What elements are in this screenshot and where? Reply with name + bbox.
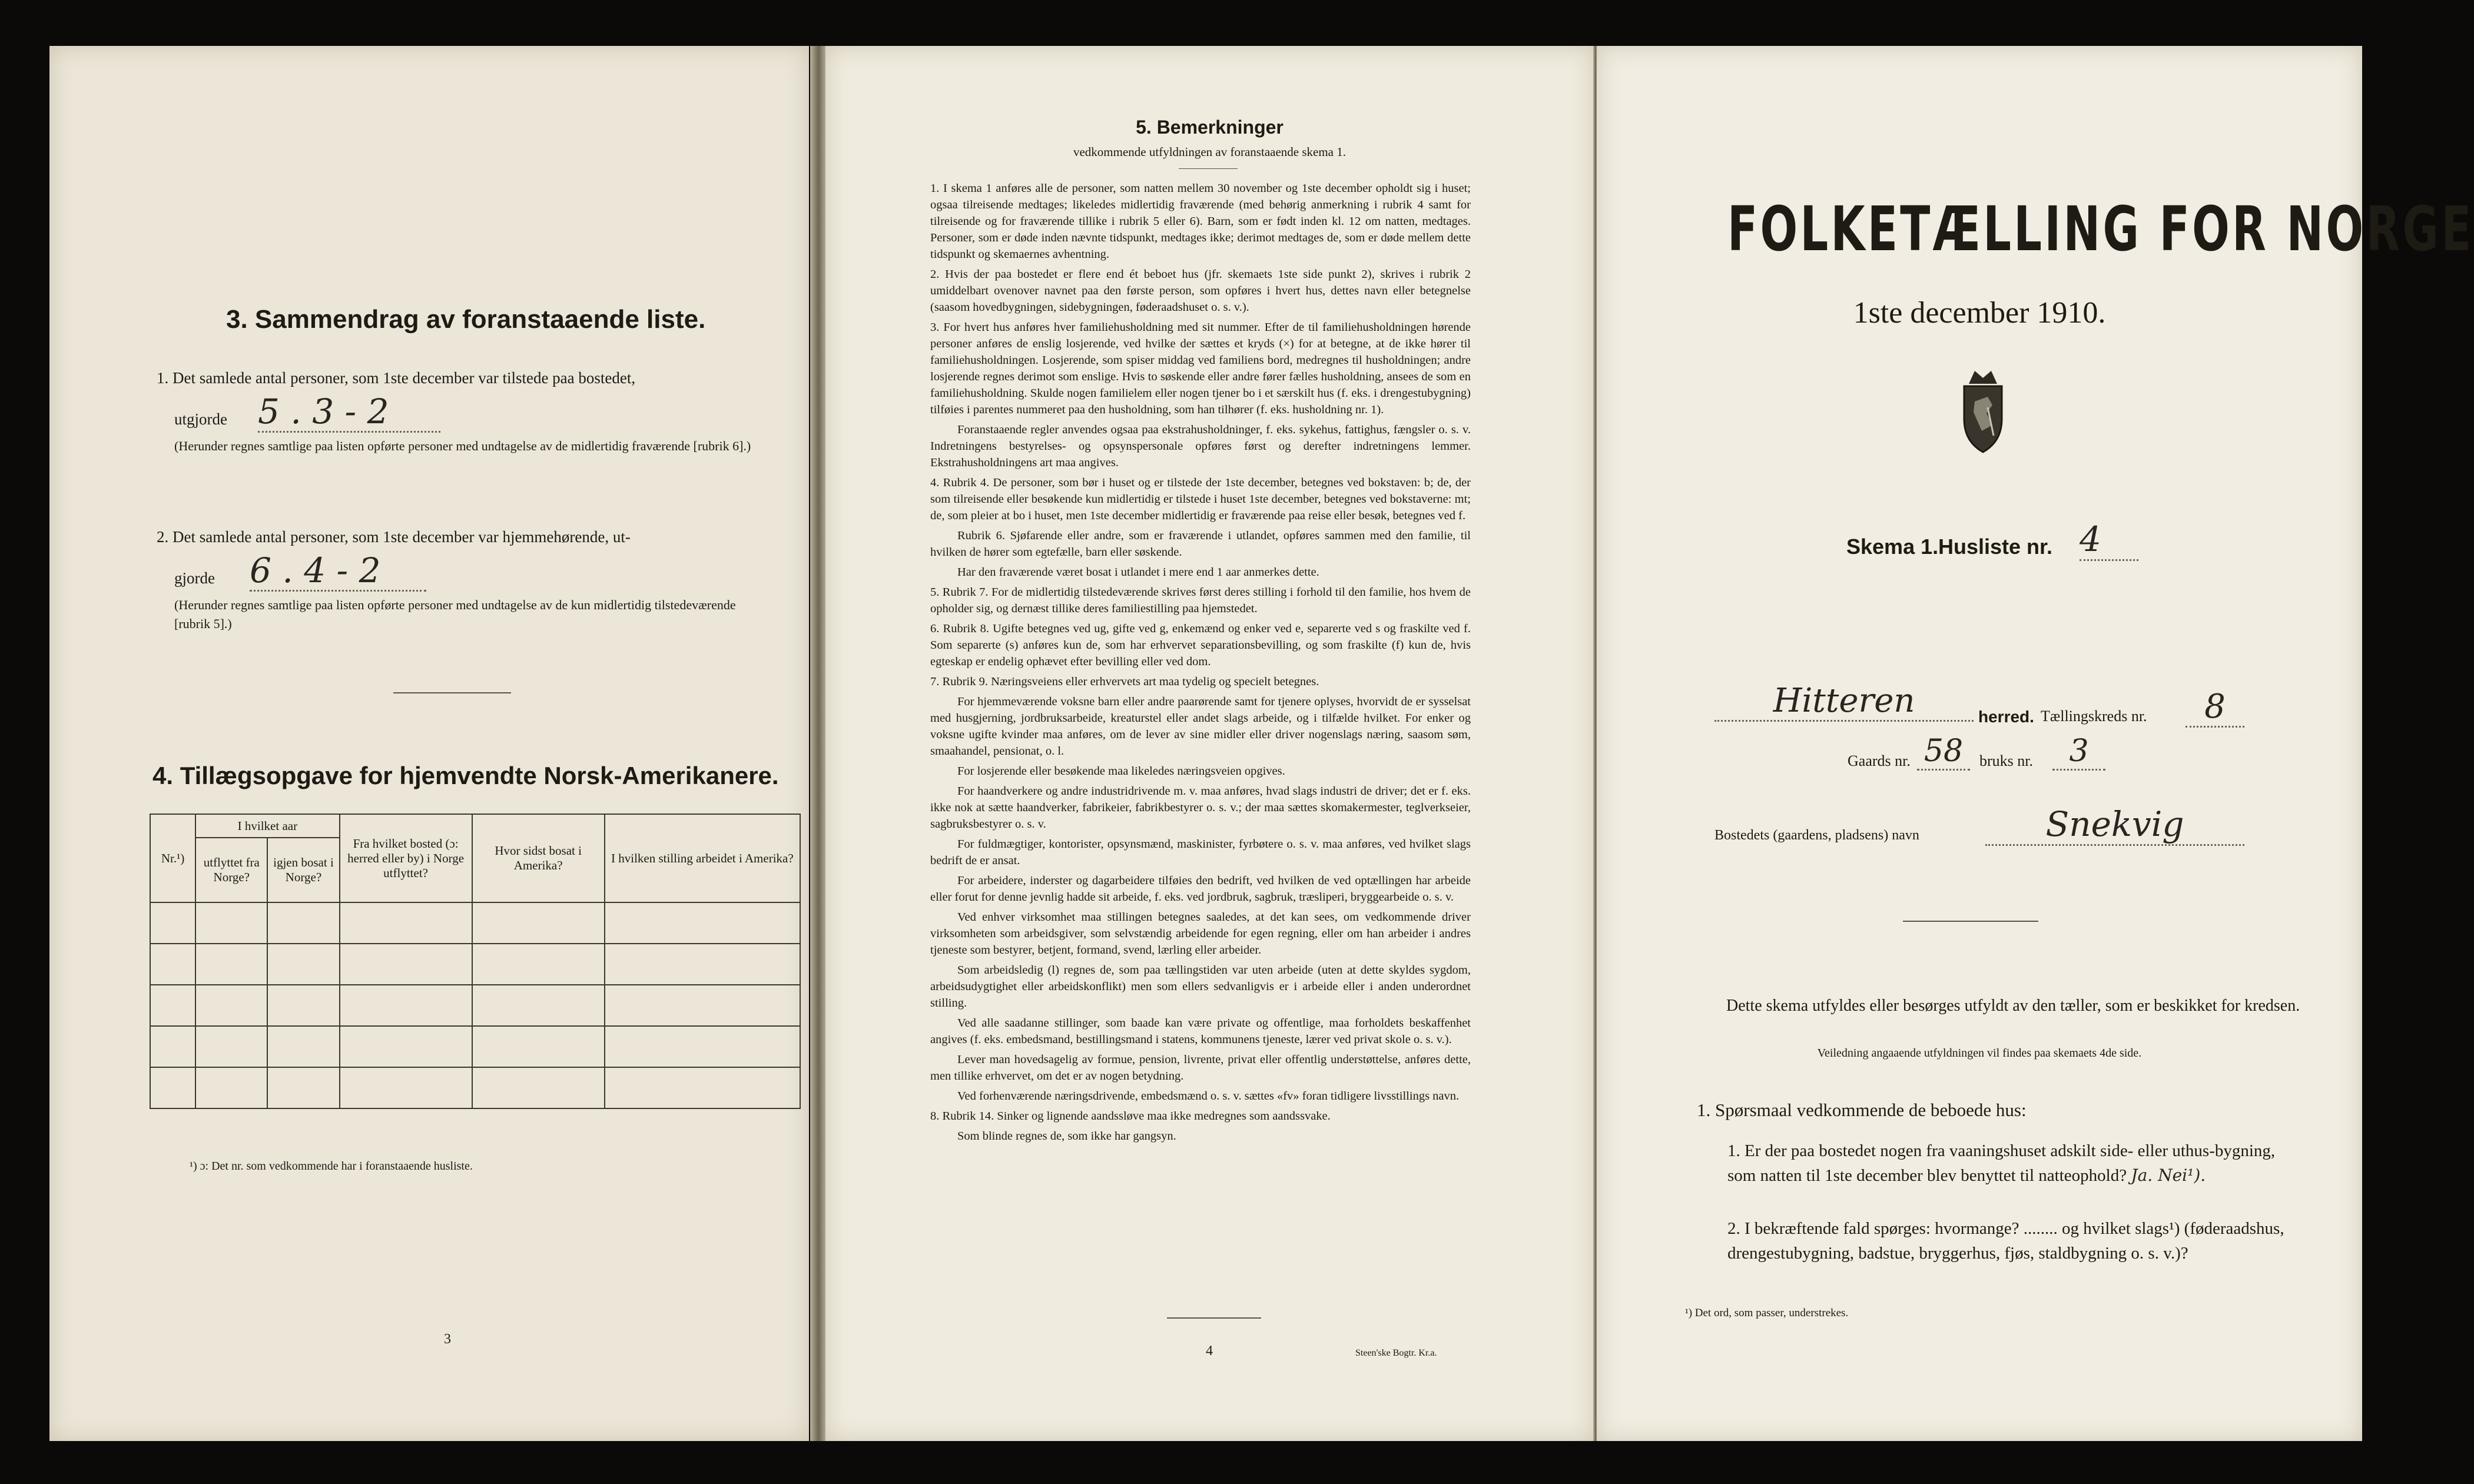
s3-item2-lead: gjorde <box>174 569 215 587</box>
remark-paragraph: Har den fraværende været bosat i utlandet i mere end 1 aar anmerkes dette. <box>957 566 1319 579</box>
remark-paragraph: For haandverkere og andre industridrivende m. v. maa anføres, hvad slags industri de driver; det er f. eks. ikke nok at sætte haandverker, fabrikeier, fabrikbestyrer o. s. v.; der maa sættes skomakermester, teglverkseier, sagbruksbestyrer o. s. v. <box>930 785 1471 831</box>
husliste-value[interactable]: 4 <box>2080 519 2138 561</box>
table-row[interactable] <box>150 944 800 985</box>
herred-value[interactable]: Hitteren <box>1714 682 1974 722</box>
table-row[interactable] <box>150 902 800 944</box>
book-spine <box>810 46 827 1441</box>
norsk-amerikanere-table <box>150 814 801 1109</box>
remark-paragraph: For hjemmeværende voksne barn eller andre paarørende samt for tjenere oplyses, hvorvidt de er sysselsat med husgjerning, jordbruksarbeide, kreaturstel eller andet slags arbeide, og i tilfælde hvilket. For enker og voksne ugifte kvinder maa anføres, om de lever av sine midler eller driver nogenslags næring, saasom søm, smaahandel, pensionat, o. l. <box>930 695 1471 758</box>
norway-coat-of-arms-icon <box>1951 366 2015 454</box>
gaard-value[interactable]: 58 <box>1917 733 1970 771</box>
census-title: FOLKETÆLLING FOR NORGE <box>1727 193 2474 265</box>
herred-label: herred. <box>1978 708 2034 726</box>
remark-paragraph: 2. Hvis der paa bostedet er flere end ét beboet hus (jfr. skemaets 1ste side punkt 2), skrives i rubrik 2 umiddelbart ovenover navnet paa den første person, som opføres i hvert hus, dettes navn eller betegnelse (saasom hovedbygningen, sidebygningen, føderaadshuset o. s. v.). <box>930 268 1471 314</box>
remark-paragraph: Ved forhenværende næringsdrivende, embedsmænd o. s. v. sættes «fv» foran tidligere livsstillings navn. <box>957 1090 1460 1103</box>
col-hvor-bosat: Hvor sidst bosat i Amerika? <box>472 814 605 902</box>
intro-text: Dette skema utfyldes eller besørges utfyldt av den tæller, som er beskikket for kredsen. <box>1726 997 2300 1015</box>
bruk-value[interactable]: 3 <box>2052 733 2105 771</box>
remark-paragraph: Ved alle saadanne stillinger, som baade kan være private og offentlige, maa forholdets beskaffenhet angives (f. eks. embedsmand, bestillingsmand i statens, kommunens tjeneste, lærer ved privat skole o. s. v.). <box>930 1017 1471 1046</box>
title-footnote: ¹) Det ord, som passer, understrekes. <box>1685 1307 1849 1319</box>
remark-paragraph: 1. I skema 1 anføres alle de personer, som natten mellem 30 november og 1ste december opholdt sig i huset; ogsaa tilreisende medtages; likeledes midlertidig fraværende (med behørig anmerkning i rubrik 4 samt for tilreisende og for fraværende tillike i rubrik 5 eller 6). Barn, som er født inden kl. 12 om natten, medtages. Personer, som er døde inden nævnte tidspunkt, medtages ikke; derimot medtages de, som er døde mellem dette tidspunkt og skemaernes avhentning. <box>930 182 1471 261</box>
s3-item1-lead: utgjorde <box>174 410 227 428</box>
col-igjen-bosat: igjen bosat i Norge? <box>267 838 339 902</box>
table-row[interactable] <box>150 1026 800 1067</box>
section-4-heading: 4. Tillægsopgave for hjemvendte Norsk-Amerikanere. <box>152 762 779 789</box>
col-stilling: I hvilken stilling arbeidet i Amerika? <box>605 814 800 902</box>
question-2: 2. I bekræftende fald spørges: hvormange? ........ og hvilket slags¹) (føderaadshus, drengestubygning, badstue, bryggerhus, fjøs, staldbygning o. s. v.)? <box>1727 1219 2284 1263</box>
husliste-label: Husliste nr. <box>1938 534 2053 559</box>
remark-paragraph: Som arbeidsledig (l) regnes de, som paa tællingstiden var uten arbeide (uten at dette skyldes sygdom, arbeidsudygtighet eller arbeidskonflikt) men som ellers sedvanligvis er i arbeide eller i anden underordnet stilling. <box>930 964 1471 1010</box>
table-row[interactable] <box>150 1067 800 1108</box>
remark-paragraph: 5. Rubrik 7. For de midlertidig tilstedeværende skrives først deres stilling i forhold til den familie, hos hvem de opholder sig, og dernæst tillike deres familiestilling paa hjemstedet. <box>930 586 1471 615</box>
remark-paragraph: For fuldmægtiger, kontorister, opsynsmænd, maskinister, fyrbøtere o. s. v. maa anføres, ved hvilket slags bedrift de er ansat. <box>930 838 1471 867</box>
veiledning-text: Veiledning angaaende utfyldningen vil findes paa skemaets 4de side. <box>1817 1047 2142 1060</box>
kreds-label: Tællingskreds nr. <box>2041 708 2147 725</box>
question-1 <box>1727 1138 2293 1188</box>
s3-item2-text: 2. Det samlede antal personer, som 1ste december var hjemmehørende, ut- <box>157 528 631 546</box>
remark-paragraph: 6. Rubrik 8. Ugifte betegnes ved ug, gifte ved g, enkemænd og enker ved e, separerte ved s og fraskilte ved f. Som separerte (s) anføres kun de, som har erhvervet separationsbevilling, og som fraskilte (f) kun de, hvis egteskap er endelig ophævet efter bevilling eller ved dom. <box>930 622 1471 668</box>
kreds-value[interactable]: 8 <box>2186 688 2244 728</box>
bruk-label: bruks nr. <box>1979 752 2033 769</box>
remark-paragraph: 3. For hvert hus anføres hver familiehusholdning med sit nummer. Efter de til familiehusholdningen hørende personer anføres de enslig losjerende, ved hvilke der sættes et kryds (×) for at betegne, at de ikke hører til familiehusholdningen. Losjerende, som spiser middag ved familiens bord, medregnes til husholdningen; andre losjerende regnes derimot som enslige. Hvis to søskende eller andre fører fælles husholdning, ansees de som en familiehusholdning. Skulde nogen familielem eller nogen tjener bo i et særskilt hus (f. eks. i drengestubygning) tilføies i parentes nummeret paa den husholdning, som han tilhører (f. eks. husholdning nr. 1). <box>930 321 1471 416</box>
divider <box>393 692 511 693</box>
page-3 <box>49 46 809 1441</box>
remarks-body <box>930 180 1471 1148</box>
s3-item2-note: (Herunder regnes samtlige paa listen opførte personer med undtagelse av de kun midlertidig tilstedeværende [rubrik 5].) <box>174 597 736 631</box>
page-number: 3 <box>444 1332 451 1347</box>
bosted-label: Bostedets (gaardens, pladsens) navn <box>1714 828 1919 843</box>
divider <box>1179 168 1238 169</box>
census-date: 1ste december 1910. <box>1853 296 2106 330</box>
col-fra-bosted: Fra hvilket bosted (ɔ: herred eller by) i Norge utflyttet? <box>340 814 472 902</box>
remarks-heading: 5. Bemerkninger <box>1136 117 1284 138</box>
s3-item1-values: 5 . 3 - 2 <box>258 392 440 433</box>
remark-paragraph: For arbeidere, inderster og dagarbeidere tilføies den bedrift, ved hvilken de ved optællingen har arbeide eller forut for denne jevnlig hadde sit arbeide, f. eks. ved jordbruk, sagbruk, træsliperi, bryggearbeide o. s. v. <box>930 874 1471 904</box>
remark-paragraph: Rubrik 6. Sjøfarende eller andre, som er fraværende i utlandet, opføres sammen med den familie, til hvilken de hører som egtefælle, barn eller søskende. <box>930 529 1471 559</box>
remark-paragraph: 4. Rubrik 4. De personer, som bør i huset og er tilstede der 1ste december, betegnes ved bokstaven: b; de, der som tilreisende eller besøkende kun midlertidig er tilstede i huset 1ste december, betegnes ved bokstaverne: mt; de, som pleier at bo i huset, men 1ste december midlertidig er fraværende paa reise eller besøk, betegnes ved f. <box>930 476 1471 522</box>
section-3-heading: 3. Sammendrag av foranstaaende liste. <box>226 305 706 334</box>
bosted-value[interactable]: Snekvig <box>1985 804 2244 846</box>
title-page <box>1597 46 2474 1441</box>
table-row[interactable] <box>150 985 800 1026</box>
remark-paragraph: 7. Rubrik 9. Næringsveiens eller erhvervets art maa tydelig og specielt betegnes. <box>930 675 1319 688</box>
remark-paragraph: 8. Rubrik 14. Sinker og lignende aandssløve maa ikke medregnes som aandssvake. <box>930 1110 1331 1123</box>
question-1-answer[interactable]: Ja. Nei¹). <box>2131 1166 2206 1185</box>
question-1-text: 1. Er der paa bostedet nogen fra vaaningshuset adskilt side- eller uthus-bygning, som natten til 1ste december blev benyttet til natteophold? <box>1727 1141 2276 1185</box>
s3-item2-values: 6 . 4 - 2 <box>250 551 426 592</box>
printer-mark: Steen'ske Bogtr. Kr.a. <box>1355 1348 1437 1358</box>
col-nr: Nr.¹) <box>150 814 195 902</box>
page-number: 4 <box>1206 1343 1213 1359</box>
s3-item1-note: (Herunder regnes samtlige paa listen opførte personer med undtagelse av de midlertidig fraværende [rubrik 6].) <box>174 439 751 453</box>
s4-footnote: ¹) ɔ: Det nr. som vedkommende har i foranstaaende husliste. <box>190 1160 473 1173</box>
remark-paragraph: For losjerende eller besøkende maa likeledes næringsveien opgives. <box>957 765 1285 778</box>
divider <box>1903 921 2038 922</box>
remark-paragraph: Som blinde regnes de, som ikke har gangsyn. <box>957 1130 1176 1143</box>
remark-paragraph: Ved enhver virksomhet maa stillingen betegnes saaledes, at det kan sees, om vedkommende driver virksomheten som arbeidsgiver, som selvstændig arbeidende for egen regning, eller om han arbeider i andres tjeneste som bestyrer, betjent, formand, svend, lærling eller arbeider. <box>930 911 1471 957</box>
gaard-label: Gaards nr. <box>1848 752 1911 769</box>
schema-label: Skema 1. <box>1846 534 1939 559</box>
remark-paragraph: Foranstaaende regler anvendes ogsaa paa ekstrahusholdninger, f. eks. sykehus, fattighus, fængsler o. s. v. Indretningens bestyrelses- og opsynspersonale opføres først og derefter indretningens lemmer. Ekstrahusholdningens art maa angives. <box>930 423 1471 469</box>
s3-item1-text: 1. Det samlede antal personer, som 1ste december var tilstede paa bostedet, <box>157 369 636 387</box>
page-4 <box>825 46 1594 1441</box>
questions-heading: 1. Spørsmaal vedkommende de beboede hus: <box>1697 1100 2027 1120</box>
remarks-subheading: vedkommende utfyldningen av foranstaaende skema 1. <box>1073 145 1346 159</box>
remark-paragraph: Lever man hovedsagelig av formue, pension, livrente, privat eller offentlig understøttelse, anføres dette, men tillike erhvervet, om det er av nogen betydning. <box>930 1053 1471 1083</box>
col-utflyttet: utflyttet fra Norge? <box>195 838 267 902</box>
divider <box>1167 1317 1261 1319</box>
col-group-aar: I hvilket aar <box>195 814 339 838</box>
